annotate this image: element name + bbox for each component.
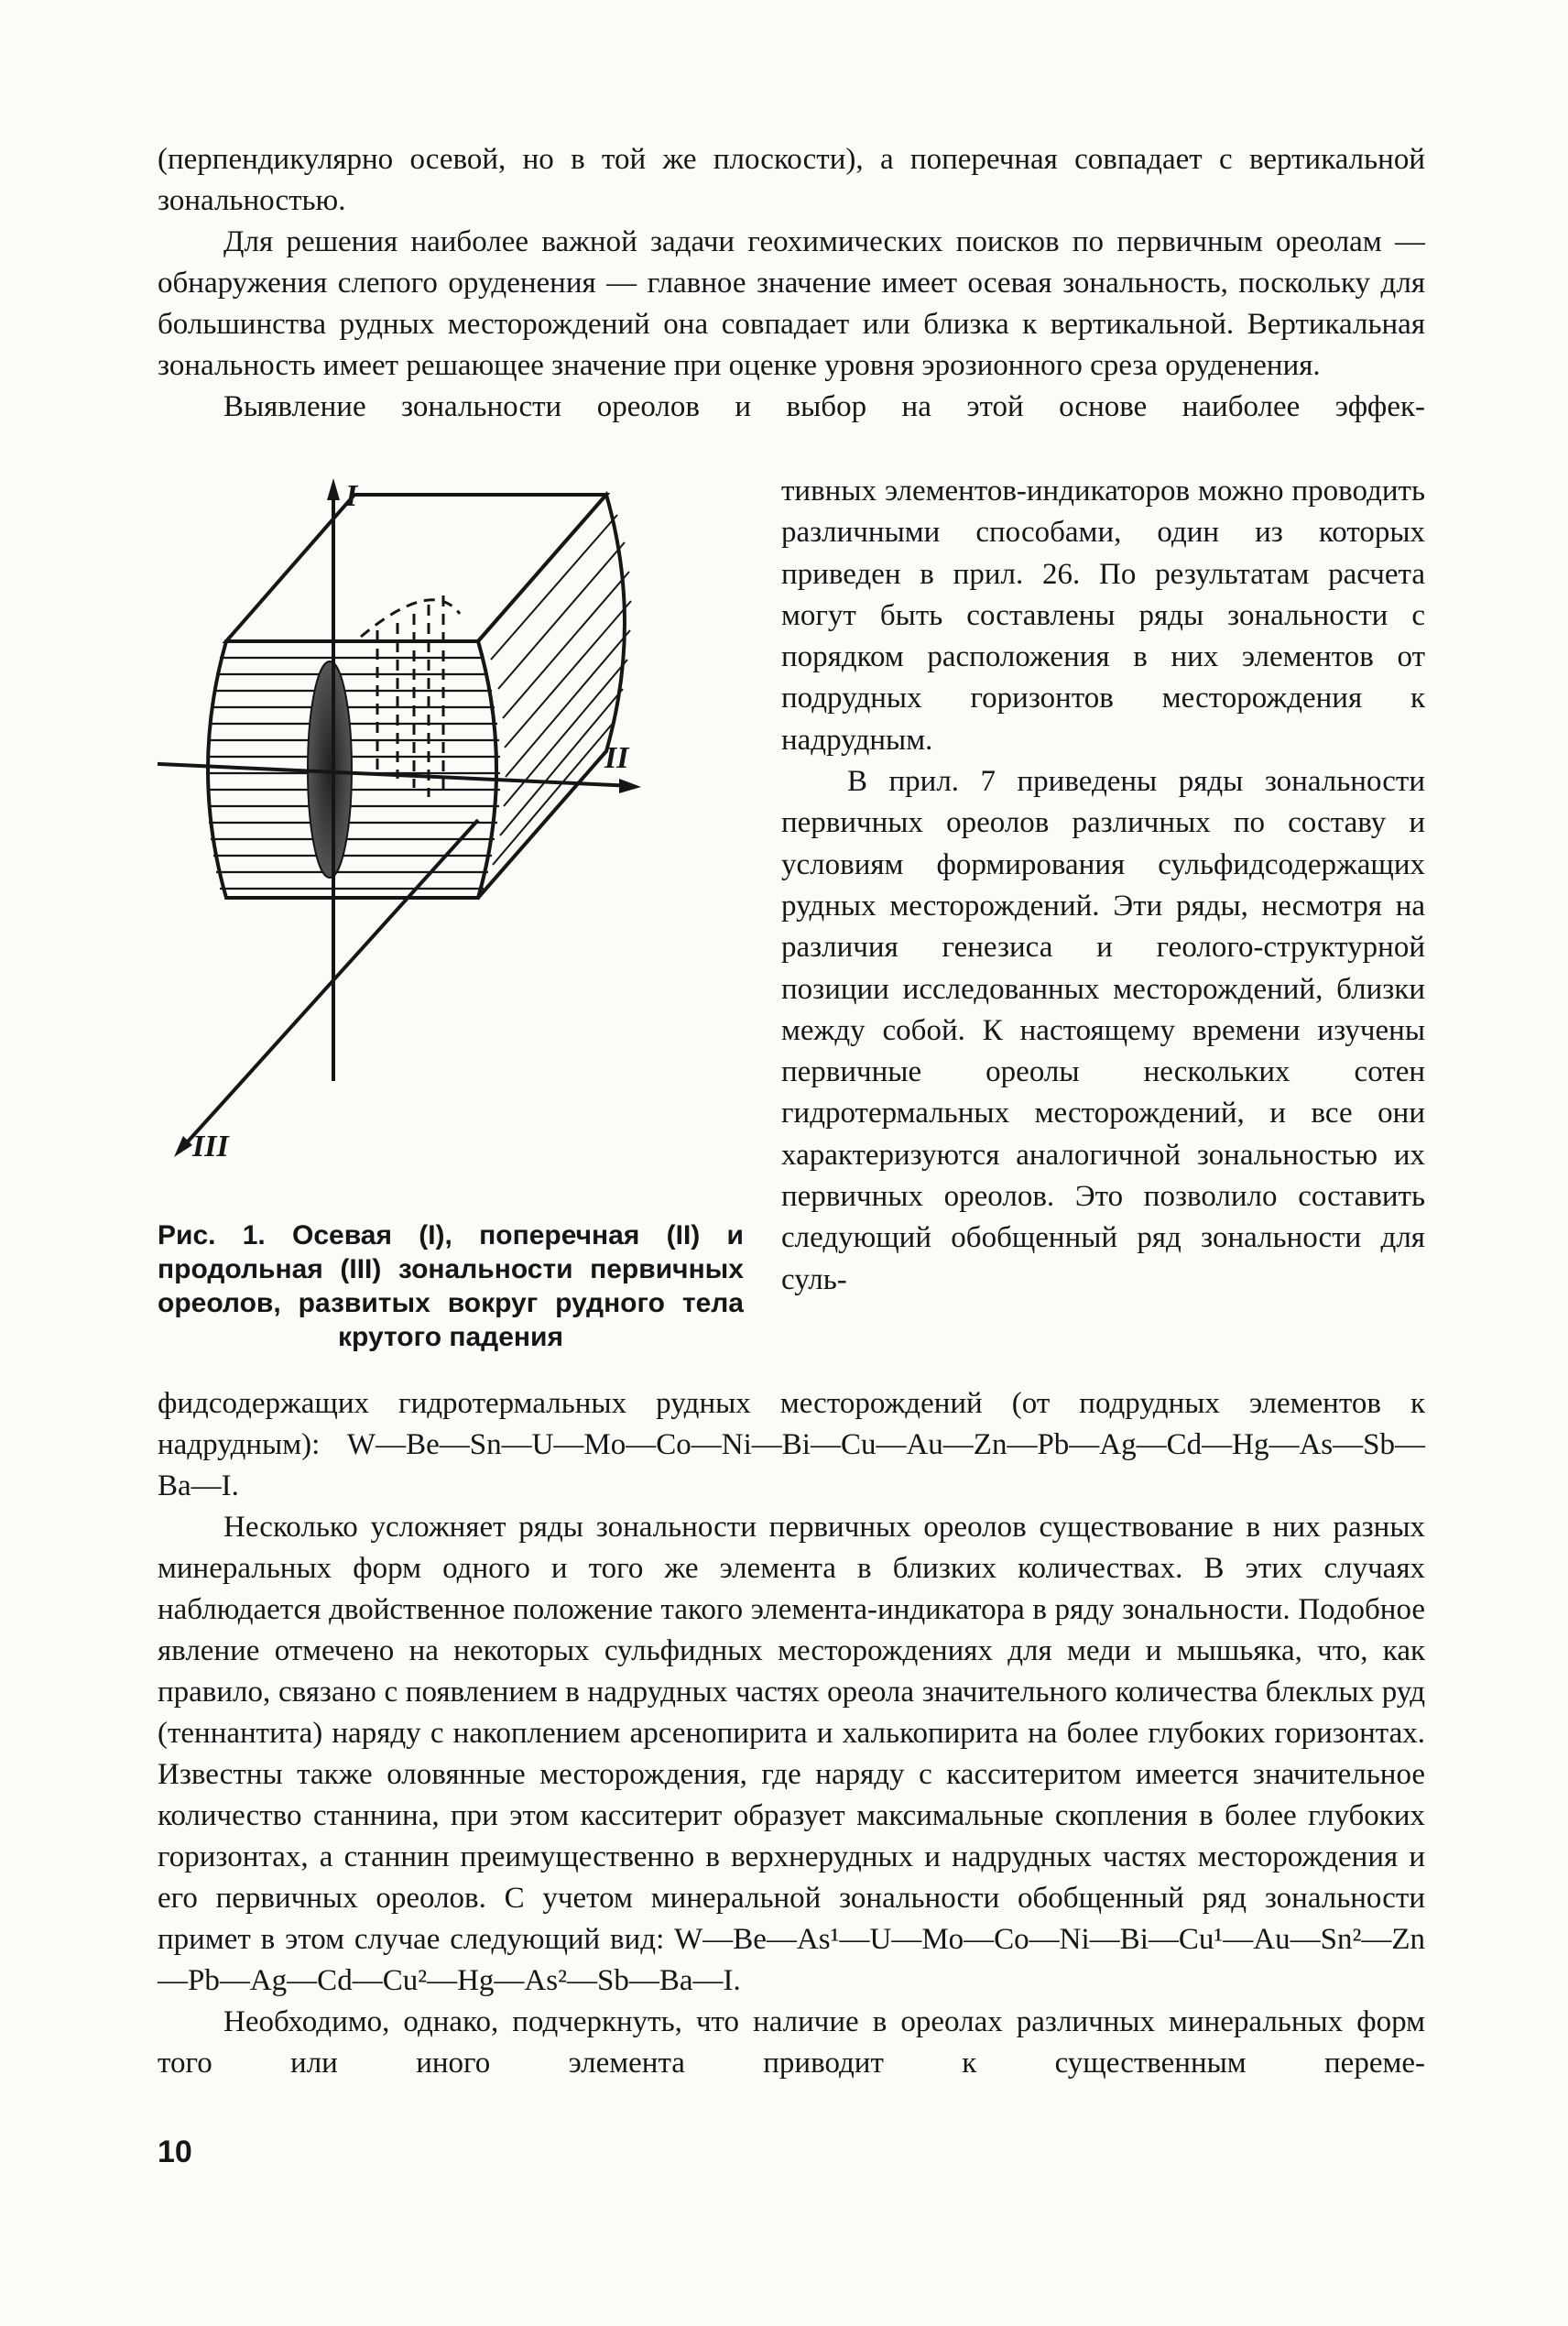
ore-body-diagram bbox=[158, 476, 762, 1209]
figure-caption: Рис. 1. Осевая (I), поперечная (II) и продольная (III) зональности первичных ореолов, развитых вокруг рудного тела крутого падения bbox=[158, 1220, 744, 1352]
paragraph: Для решения наиболее важной задачи геохимических поисков по первичным ореолам — обнаружения слепого оруденения — главное значение имеет осевая зональность, поскольку для большинства рудных месторождений она совпадает или близка к вертикальной. Вертикальная зональность имеет решающее значение при оценке уровня эрозионного среза оруденения. bbox=[158, 225, 1425, 382]
paragraph: фидсодержащих гидротермальных рудных месторождений (от подрудных элементов к надрудным): W—Be—Sn—U—Mo—Co—Ni—Bi—Cu—Au—Zn—Pb—Ag—Cd—Hg—As—Sb—Ba—I. bbox=[158, 1387, 1425, 1502]
axis-label-ii: II bbox=[604, 741, 629, 775]
paragraph: В прил. 7 приведены ряды зональности первичных ореолов различных по составу и условиям формирования сульфидсодержащих рудных месторождений. Эти ряды, несмотря на различия генезиса и геолого-структурной позиции исследованных месторождений, близки между собой. К настоящему времени изучены первичные ореолы нескольких сотен гидротермальных месторождений, и все они характеризуются аналогичной зональностью их первичных ореолов. Это позволило составить следующий обобщенный ряд зональности для суль- bbox=[781, 765, 1425, 1296]
paragraph: тивных элементов-индикаторов можно проводить различными способами, один из которых приведен в прил. 26. По результатам расчета могут быть составлены ряды зональности с порядком расположения в них элементов от подрудных горизонтов месторождения к надрудным. bbox=[781, 475, 1425, 757]
figure-1 bbox=[158, 476, 762, 1209]
paragraph: Выявление зональности ореолов и выбор на этой основе наиболее эффек- bbox=[223, 390, 1425, 423]
axis-i-arrow bbox=[327, 478, 340, 500]
axis-label-iii: III bbox=[192, 1130, 229, 1163]
paragraph: Необходимо, однако, подчеркнуть, что наличие в ореолах различных минеральных форм того или иного элемента приводит к существенным переме- bbox=[158, 2005, 1425, 2080]
side-text-block bbox=[781, 471, 1425, 1301]
paragraph: (перпендикулярно осевой, но в той же плоскости), а поперечная совпадает с вертикальной зональностью. bbox=[158, 143, 1425, 217]
paragraph: Несколько усложняет ряды зональности первичных ореолов существование в них разных минеральных форм одного и того же элемента в близких количествах. В этих случаях наблюдается двойственное положение такого элемента-индикатора в ряду зональности. Подобное явление отмечено на некоторых сульфидных месторождениях для меди и мышьяка, что, как правило, связано с появлением в надрудных частях ореола значительного количества блеклых руд (теннантита) наряду с накоплением арсенопирита и халькопирита на более глубоких горизонтах. Известны также оловянные месторождения, где наряду с касситеритом имеется значительное количество станнина, при этом касситерит образует максимальные скопления в более глубоких горизонтах, а станнин преимущественно в верхнерудных и надрудных частях месторождения и его первичных ореолов. С учетом минеральной зональности обобщенный ряд зональности примет в этом случае следующий вид: W—Be—As¹—U—Mo—Co—Ni—Bi—Cu¹—Au—Sn²—Zn—Pb—Ag—Cd—Cu²—Hg—As²—Sb—Ba—I. bbox=[158, 1511, 1425, 1997]
bottom-text-block bbox=[158, 1383, 1425, 2084]
axis-ii-arrow bbox=[619, 779, 641, 793]
axis-label-i: I bbox=[345, 479, 358, 513]
top-text-block bbox=[158, 139, 1425, 428]
page-number: 10 bbox=[158, 2135, 192, 2169]
